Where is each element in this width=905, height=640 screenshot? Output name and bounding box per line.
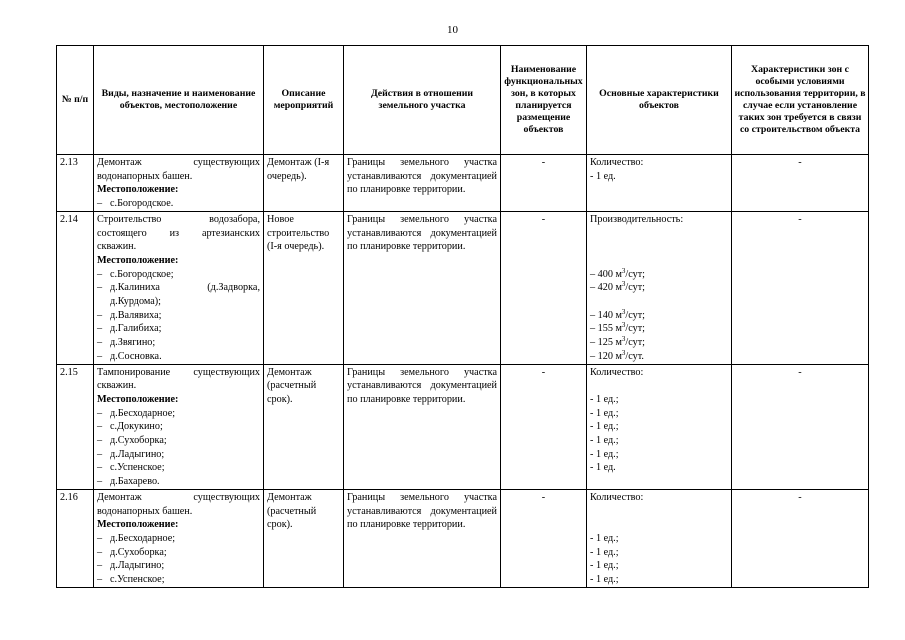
characteristics-line: - 1 ед.; (590, 574, 619, 586)
actions-cell: Границы земельного участка устанавливаются документацией по планировке территории. (344, 211, 501, 364)
header-zones: Наименование функциональных зон, в которых планируется размещение объектов (501, 46, 587, 155)
location-item: – д.Бесходарное; (97, 532, 176, 544)
location-item: – д.Бесходарное; (97, 407, 176, 419)
characteristics-head: Количество: (590, 491, 644, 503)
table-row (57, 211, 869, 364)
location-item: – д.Ладыгино; (97, 560, 165, 572)
special-zones-cell: - (732, 211, 869, 364)
location-label: Местоположение: (97, 519, 179, 531)
location-item: – д.Ладыгино; (97, 448, 165, 460)
characteristics-line: – 140 $м^3$/сут; (590, 307, 646, 321)
measure-cell: Новое строительство (I-я очередь). (264, 211, 344, 364)
location-item: – д.Звягино; (97, 337, 156, 349)
header-num: № п/п (57, 46, 94, 155)
object-cell (94, 489, 264, 587)
characteristics-line: - 1 ед.; (590, 407, 619, 419)
characteristics-cell (587, 364, 732, 489)
actions-cell: Границы земельного участка устанавливаются документацией по планировке территории. (344, 364, 501, 489)
measure-cell: Демонтаж (расчетный срок). (264, 489, 344, 587)
characteristics-line: - 1 ед.; (590, 421, 619, 433)
header-special: Характеристики зон с особыми условиями использования территории, в случае если установление таких зон требуется в связи со строительством объекта (732, 46, 869, 155)
zones-cell: - (501, 364, 587, 489)
location-item: – с.Успенское; (97, 462, 165, 474)
header-characteristics: Основные характеристики объектов (587, 46, 732, 155)
location-label: Местоположение: (97, 393, 179, 405)
characteristics-line: - 1 ед.; (590, 448, 619, 460)
measure-cell: Демонтаж (расчетный срок). (264, 364, 344, 489)
location-label: Местоположение: (97, 184, 179, 196)
special-zones-cell: - (732, 364, 869, 489)
table-row (57, 155, 869, 212)
location-item: – д.Валявиха; (97, 309, 162, 321)
location-item: – д.Сосновка. (97, 350, 162, 362)
characteristics-line: - 1 ед.; (590, 546, 619, 558)
object-title: Строительство водозабора, состоящего из артезианских скважин. (97, 213, 260, 253)
characteristics-head: Количество: (590, 157, 644, 168)
zones-cell: - (501, 489, 587, 587)
measure-cell: Демонтаж (I-я очередь). (264, 155, 344, 212)
characteristics-line: - 1 ед.; (590, 532, 619, 544)
location-item: – д.Галибиха; (97, 323, 162, 335)
location-item: – д.Бахарево. (97, 476, 160, 488)
header-type: Виды, назначение и наименование объектов, местоположение (94, 46, 264, 155)
header-actions: Действия в отношении земельного участка (344, 46, 501, 155)
object-title: Тампонирование существующих скважин. (97, 366, 260, 392)
object-cell (94, 211, 264, 364)
actions-cell: Границы земельного участка устанавливаются документацией по планировке территории. (344, 155, 501, 212)
characteristics-line: - 1 ед.; (590, 560, 619, 572)
row-number: 2.16 (57, 489, 94, 587)
location-label: Местоположение: (97, 254, 179, 266)
characteristics-head: Количество: (590, 366, 644, 378)
location-item: – д.Сухоборка; (97, 546, 167, 558)
characteristics-head: Производительность: (590, 213, 684, 225)
row-number: 2.15 (57, 364, 94, 489)
characteristics-line: - 1 ед. (590, 170, 616, 182)
location-item: – с.Успенское; (97, 574, 165, 586)
location-item: – д.Сухоборка; (97, 435, 167, 447)
characteristics-line: - 1 ед.; (590, 393, 619, 405)
page-number: 10 (447, 24, 458, 36)
object-cell (94, 364, 264, 489)
characteristics-line: – 125 $м^3$/сут; (590, 335, 646, 349)
characteristics-line: – 120 $м^3$/сут. (590, 348, 644, 362)
object-title: Демонтаж существующих водонапорных башен. (97, 491, 260, 517)
object-cell (94, 155, 264, 212)
table-row (57, 489, 869, 587)
zones-cell: - (501, 155, 587, 212)
location-item: – с.Докукино; (97, 421, 163, 433)
characteristics-cell (587, 155, 732, 212)
special-zones-cell: - (732, 489, 869, 587)
characteristics-line: – 400 $м^3$/сут; (590, 266, 646, 280)
actions-cell: Границы земельного участка устанавливаются документацией по планировке территории. (344, 489, 501, 587)
measures-table (56, 45, 869, 588)
location-item: – с.Богородское; (97, 268, 174, 280)
special-zones-cell: - (732, 155, 869, 212)
characteristics-line: – 155 $м^3$/сут; (590, 321, 646, 335)
row-number: 2.13 (57, 155, 94, 212)
zones-cell: - (501, 211, 587, 364)
characteristics-line: - 1 ед. (590, 462, 616, 474)
table-header-row (57, 46, 869, 155)
location-item: – д.Калиниха (д.Задворка, д.Курдома); (97, 282, 260, 308)
header-measure: Описание мероприятий (264, 46, 344, 155)
location-item: – с.Богородское. (97, 198, 174, 210)
characteristics-line: - 1 ед.; (590, 435, 619, 447)
characteristics-cell (587, 211, 732, 364)
row-number: 2.14 (57, 211, 94, 364)
object-title: Демонтаж существующих водонапорных башен. (97, 157, 260, 182)
characteristics-cell (587, 489, 732, 587)
table-row (57, 364, 869, 489)
characteristics-line: – 420 $м^3$/сут; (590, 280, 646, 294)
